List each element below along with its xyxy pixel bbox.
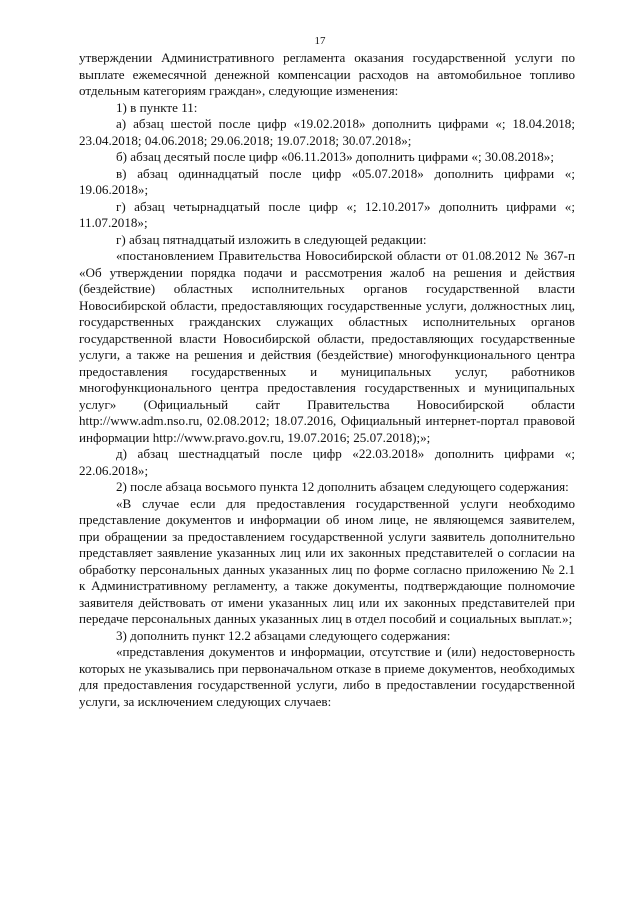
paragraph: а) абзац шестой после цифр «19.02.2018» дополнить цифрами «; 18.04.2018; 23.04.2018; 04.06.2018; 29.06.2018; 19.07.2018; 30.07.2018»; (79, 116, 575, 148)
paragraph: г) абзац пятнадцатый изложить в следующей редакции: (116, 231, 427, 247)
paragraph: б) абзац десятый после цифр «06.11.2013» дополнить цифрами «; 30.08.2018»; (116, 149, 554, 164)
paragraph: утверждении Административного регламента оказания государственной услуги по выплате ежемесячной денежной компенсации расходов на автомобильное топливо отдельным категориям граждан», следующие изменения: (79, 50, 575, 98)
paragraph: г) абзац четырнадцатый после цифр «; 12.10.2017» дополнить цифрами «; 11.07.2018»; (79, 198, 575, 230)
paragraph: 1) в пункте 11: (116, 99, 198, 115)
paragraph: 2) после абзаца восьмого пункта 12 дополнить абзацем следующего содержания: (116, 479, 569, 494)
paragraph: в) абзац одиннадцатый после цифр «05.07.2018» дополнить цифрами «; 19.06.2018»; (79, 165, 575, 197)
paragraph: «представления документов и информации, отсутствие и (или) недостоверность которых не указывались при первоначальном отказе в приеме документов, необходимых для предоставления государственной услуги, либо в предоставлении государственной услуги, за исключением следующих случаев: (79, 644, 575, 709)
document-body (79, 50, 575, 710)
paragraph: «В случае если для предоставления государственной услуги необходимо представление документов и информации об ином лице, не являющемся заявителем, при обращении за предоставлением государственной услуги заявитель дополнительно представляет заявление указанных лиц или их законных представителей о согласии на обработку персональных данных указанных лиц по форме согласно приложению № 2.1 к Административному регламенту, а также документы, подтверждающие полномочие заявителя действовать от имени указанных лиц или их законных представителей при передаче персональных данных указанных лиц в отдел пособий и социальных выплат.»; (79, 495, 575, 626)
paragraph: «постановлением Правительства Новосибирской области от 01.08.2012 № 367-п «Об утверждении порядка подачи и рассмотрения жалоб на решения и действия (бездействие) областных исполнительных органов государственной власти Новосибирской области, предоставляющих государственные услуги, должностных лиц, государственных гражданских служащих областных исполнительных органов государственной власти Новосибирской области, предоставляющих государственные услуги, а также на решения и действия (бездействие) многофункционального центра предоставления государственных и муниципальных услуг, работников многофункционального центра предоставления государственных и муниципальных услуг» (Официальный сайт Правительства Новосибирской области http://www.adm.nso.ru, 02.08.2012; 18.07.2016, Официальный интернет-портал правовой информации http://www.pravo.gov.ru, 19.07.2016; 25.07.2018);»; (79, 248, 575, 445)
page-number: 17 (314, 35, 326, 47)
paragraph: д) абзац шестнадцатый после цифр «22.03.2018» дополнить цифрами «; 22.06.2018»; (79, 446, 575, 478)
paragraph: 3) дополнить пункт 12.2 абзацами следующего содержания: (116, 627, 451, 643)
